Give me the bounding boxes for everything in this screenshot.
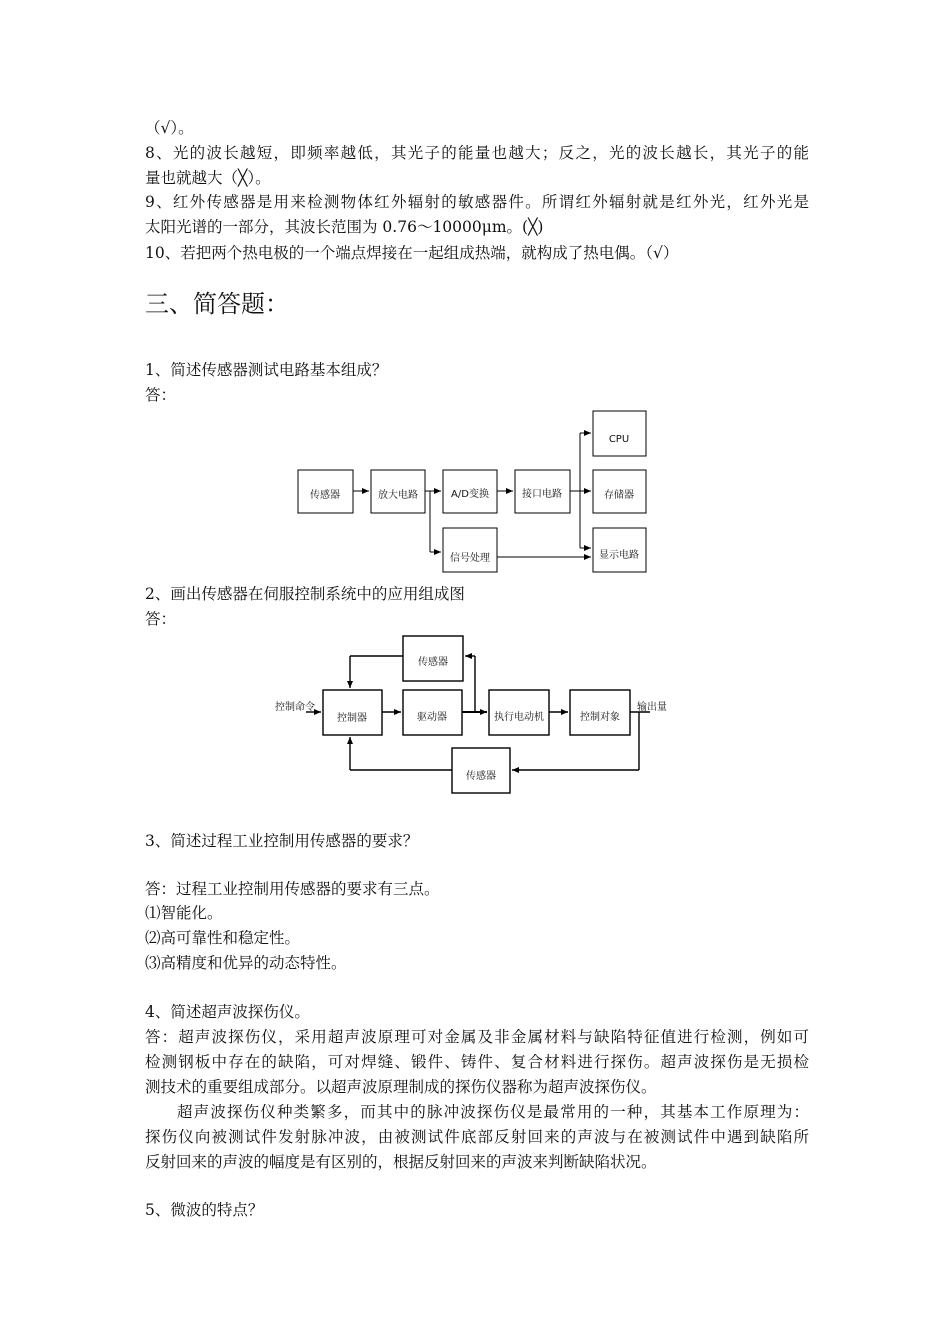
label-cpu: CPU xyxy=(608,434,630,445)
label-signal: 信号处理 xyxy=(450,553,490,564)
label-interface: 接口电路 xyxy=(522,489,562,500)
question-2: 2、画出传感器在伺服控制系统中的应用组成图 xyxy=(145,585,465,603)
label-sensor-top: 传感器 xyxy=(418,657,448,668)
label-ad: A/D变换 xyxy=(451,489,489,500)
text-line: 10、若把两个热电极的一个端点焊接在一起组成热端，就构成了热电偶。（√） xyxy=(145,244,679,262)
label-amplifier: 放大电路 xyxy=(378,490,418,501)
text-line: （√）。 xyxy=(145,119,194,137)
list-item: ⑶高精度和优异的动态特性。 xyxy=(145,954,347,972)
question-3: 3、简述过程工业控制用传感器的要求？ xyxy=(145,832,419,850)
answer-3: 答：过程工业控制用传感器的要求有三点。 xyxy=(145,880,440,898)
list-item: ⑴智能化。 xyxy=(145,904,223,922)
text-line: 超声波探伤仪种类繁多，而其中的脉冲波探伤仪是最常用的一种，其基本工作原理为： xyxy=(177,1103,809,1121)
list-item: ⑵高可靠性和稳定性。 xyxy=(145,929,301,947)
question-4: 4、简述超声波探伤仪。 xyxy=(145,1003,310,1021)
text-line: 检测钢板中存在的缺陷，可对焊缝、锻件、铸件、复合材料进行探伤。超声波探伤是无损检 xyxy=(145,1053,809,1071)
label-controller: 控制器 xyxy=(337,713,367,724)
label-storage: 存储器 xyxy=(604,490,634,501)
label-display: 显示电路 xyxy=(599,550,639,561)
label-object: 控制对象 xyxy=(580,712,620,723)
text-line: 答：超声波探伤仪，采用超声波原理可对金属及非金属材料与缺陷特征值进行检测，例如可 xyxy=(145,1028,809,1046)
text-line: 量也就越大（╳）。 xyxy=(145,169,271,187)
section-title: 三、简答题： xyxy=(145,290,289,318)
label-output: 输出量 xyxy=(637,702,667,713)
text-line: 8、光的波长越短，即频率越低，其光子的能量也越大；反之，光的波长越长，其光子的能 xyxy=(145,144,809,162)
text-line: 测技术的重要组成部分。以超声波原理制成的探伤仪器称为超声波探伤仪。 xyxy=(145,1078,657,1096)
question-5: 5、微波的特点？ xyxy=(145,1201,264,1219)
label-sensor-bottom: 传感器 xyxy=(466,771,496,782)
answer-label-1: 答： xyxy=(145,386,177,404)
label-driver: 驱动器 xyxy=(417,712,447,723)
text-line: 9、红外传感器是用来检测物体红外辐射的敏感器件。所谓红外辐射就是红外光，红外光是 xyxy=(145,193,809,211)
question-1: 1、简述传感器测试电路基本组成？ xyxy=(145,361,388,379)
label-sensor: 传感器 xyxy=(310,490,340,501)
label-motor: 执行电动机 xyxy=(494,712,544,723)
text-line: 反射回来的声波的幅度是有区别的，根据反射回来的声波来判断缺陷状况。 xyxy=(145,1153,657,1171)
text-line: 探伤仪向被测试件发射脉冲波，由被测试件底部反射回来的声波与在被测试件中遇到缺陷所 xyxy=(145,1128,809,1146)
text-line: 太阳光谱的一部分，其波长范围为 0.76～10000μm。(╳) xyxy=(145,218,544,236)
answer-label-2: 答： xyxy=(145,610,177,628)
label-input: 控制命令 xyxy=(275,702,315,713)
